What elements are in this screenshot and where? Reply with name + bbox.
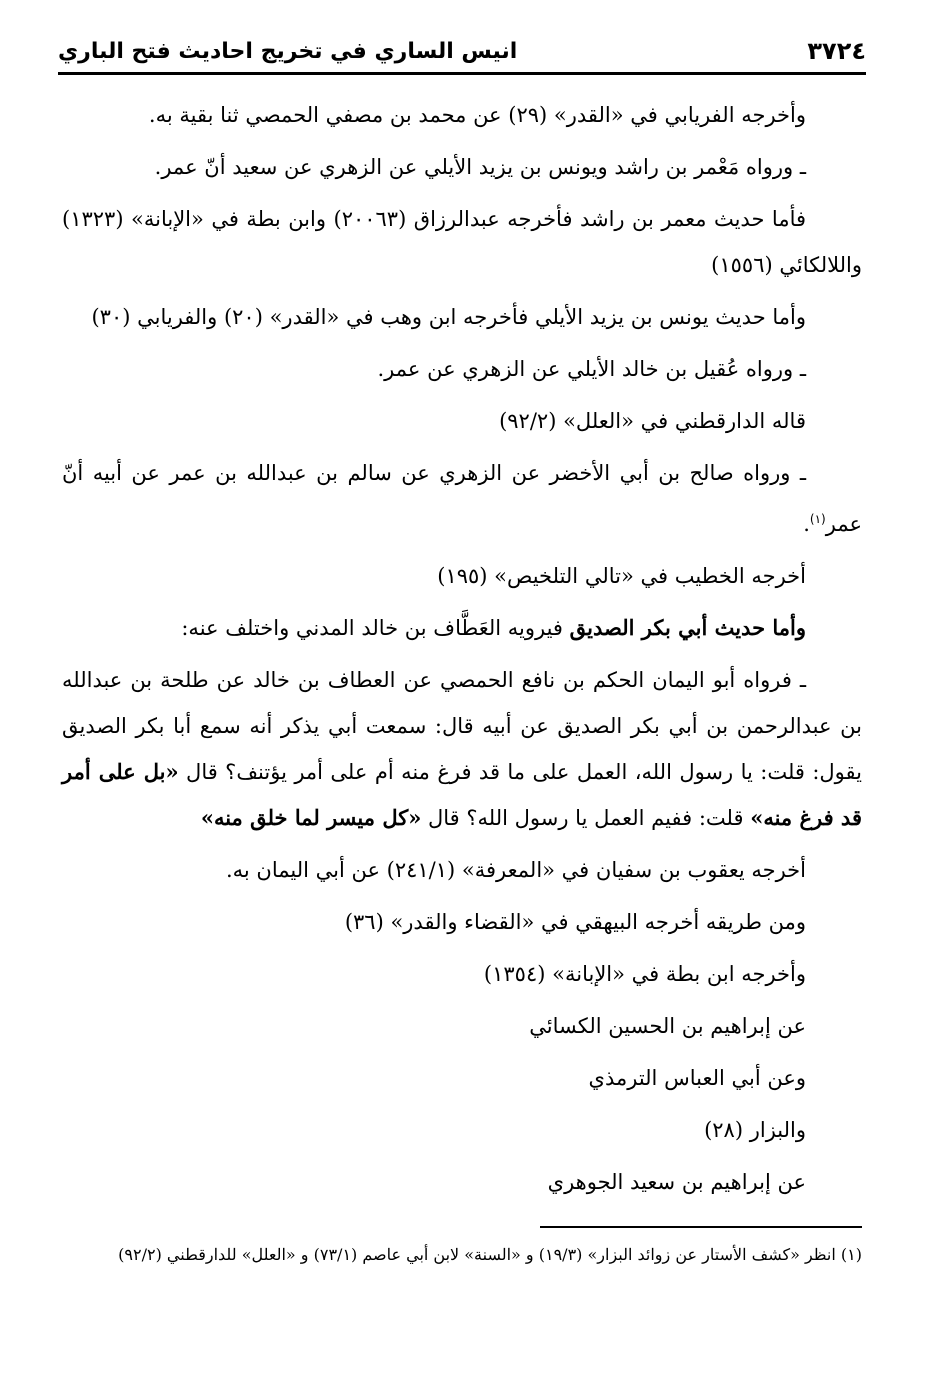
footnotes bbox=[62, 1238, 862, 1272]
paragraph: أخرجه يعقوب بن سفيان في «المعرفة» (٢٤١/١) عن أبي اليمان به. bbox=[225, 858, 806, 882]
paragraph: وأخرجه الفريابي في «القدر» (٢٩) عن محمد بن مصفي الحمصي ثنا بقية به. bbox=[148, 103, 806, 127]
paragraph bbox=[62, 450, 862, 547]
paragraph-end: . bbox=[803, 512, 810, 536]
paragraph: ومن طريقه أخرجه البيهقي في «القضاء والقدر» (٣٦) bbox=[344, 910, 806, 934]
running-header bbox=[58, 34, 866, 68]
paragraph: عن إبراهيم بن سعيد الجوهري bbox=[547, 1170, 806, 1194]
paragraph-text: فيرويه العَطَّاف بن خالد المدني واختلف عنه: bbox=[181, 616, 570, 640]
paragraph bbox=[62, 605, 862, 651]
paragraph: ـ ورواه عُقيل بن خالد الأيلي عن الزهري عن عمر. bbox=[377, 357, 806, 381]
paragraph: أخرجه الخطيب في «تالي التلخيص» (١٩٥) bbox=[437, 564, 806, 588]
paragraph-text: قلت: ففيم العمل يا رسول الله؟ قال bbox=[421, 806, 751, 830]
paragraph: والبزار (٢٨) bbox=[704, 1118, 806, 1142]
main-text bbox=[62, 92, 862, 1211]
paragraph: قاله الدارقطني في «العلل» (٩٢/٢) bbox=[499, 409, 806, 433]
section-heading: وأما حديث أبي بكر الصديق bbox=[569, 615, 806, 640]
paragraph: وأخرجه ابن بطة في «الإبانة» (١٣٥٤) bbox=[483, 962, 806, 986]
footnote-text: (١) انظر «كشف الأستار عن زوائد البزار» (١٩/٣) و «السنة» لابن أبي عاصم (٧٣/١) و «العلل» للدارقطني (٩٢/٢) bbox=[118, 1245, 862, 1264]
paragraph: ـ ورواه مَعْمر بن راشد ويونس بن يزيد الأيلي عن الزهري عن سعيد أنّ عمر. bbox=[154, 155, 806, 179]
paragraph: وأما حديث يونس بن يزيد الأيلي فأخرجه ابن وهب في «القدر» (٢٠) والفريابي (٣٠) bbox=[91, 305, 806, 329]
page-number: ٣٧٢٤ bbox=[807, 37, 866, 65]
paragraph: عن إبراهيم بن الحسين الكسائي bbox=[529, 1014, 806, 1038]
footnote-rule bbox=[540, 1226, 862, 1228]
paragraph: فأما حديث معمر بن راشد فأخرجه عبدالرزاق (٢٠٠٦٣) وابن بطة في «الإبانة» (١٣٢٣) واللالكائي (١٥٥٦) bbox=[62, 207, 862, 277]
footnote-ref[interactable]: (١) bbox=[809, 512, 826, 526]
header-rule bbox=[58, 72, 866, 75]
paragraph bbox=[62, 657, 862, 841]
hadith-quote: «بل على أمر قد فرغ منه» bbox=[62, 759, 862, 830]
hadith-quote: «كل ميسر لما خلق منه» bbox=[200, 805, 422, 830]
book-title: انيس الساري في تخريج احاديث فتح الباري bbox=[58, 38, 518, 64]
paragraph-text: ـ ورواه صالح بن أبي الأخضر عن الزهري عن سالم بن عبدالله بن عمر عن أبيه أنّ عمر bbox=[62, 461, 862, 536]
paragraph: وعن أبي العباس الترمذي bbox=[588, 1066, 806, 1090]
paragraph-text: ـ فرواه أبو اليمان الحكم بن نافع الحمصي عن العطاف بن خالد عن طلحة بن عبدالله بن عبدالرحمن بن أبي بكر الصديق عن أبيه قال: سمعت أبي يذكر أنه سمع أبا بكر الصديق يقول: قلت: يا رسول الله، العمل على ما قد فرغ منه أم على أمر يؤتنف؟ قال bbox=[62, 668, 862, 784]
